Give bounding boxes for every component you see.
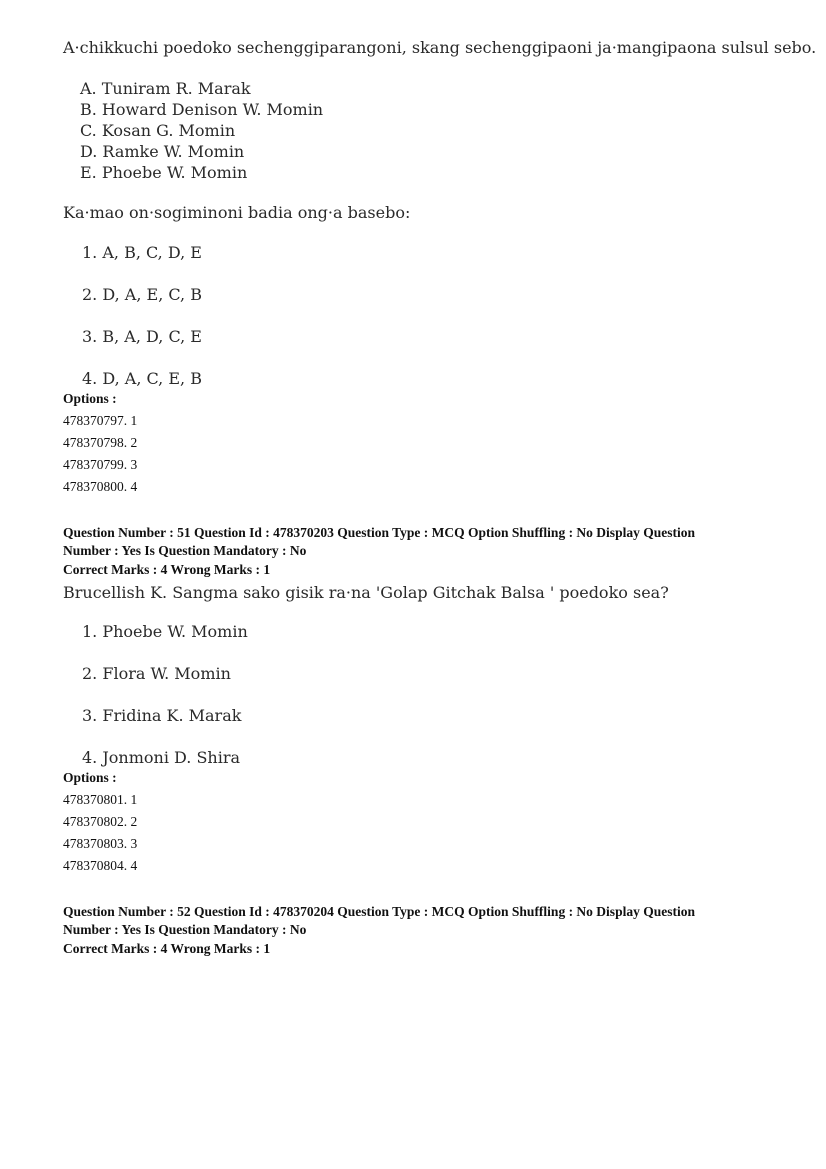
answer-choice: 2. D, A, E, C, B (82, 285, 202, 304)
option-id: 478370803. 3 (63, 836, 138, 851)
option-id: 478370797. 1 (63, 413, 138, 428)
answer-choice: 1. Phoebe W. Momin (82, 622, 248, 641)
question-marks: Correct Marks : 4 Wrong Marks : 1 (63, 562, 271, 577)
question-meta: Question Number : 51 Question Id : 478370203 Question Type : MCQ Option Shuffling : No Display Question (63, 525, 695, 540)
answer-choice: 3. B, A, D, C, E (82, 327, 202, 346)
answer-choice: 4. D, A, C, E, B (82, 369, 202, 388)
options-label: Options : (63, 391, 117, 406)
option-id: 478370802. 2 (63, 814, 138, 829)
question-marks: Correct Marks : 4 Wrong Marks : 1 (63, 941, 271, 956)
question-text: A·chikkuchi poedoko sechenggiparangoni, skang sechenggipaoni ja·mangipaona sulsul sebo. (63, 38, 817, 57)
question-prompt: Ka·mao on·sogiminoni badia ong·a basebo: (63, 203, 411, 222)
question-meta: Question Number : 52 Question Id : 478370204 Question Type : MCQ Option Shuffling : No Display Question (63, 904, 695, 919)
option-id: 478370801. 1 (63, 792, 138, 807)
list-item: B. Howard Denison W. Momin (80, 100, 324, 119)
option-id: 478370798. 2 (63, 435, 138, 450)
list-item: A. Tuniram R. Marak (80, 79, 251, 98)
answer-choice: 2. Flora W. Momin (82, 664, 231, 683)
question-meta: Number : Yes Is Question Mandatory : No (63, 922, 307, 937)
list-item: C. Kosan G. Momin (80, 121, 236, 140)
options-label: Options : (63, 770, 117, 785)
answer-choice: 1. A, B, C, D, E (82, 243, 202, 262)
option-id: 478370800. 4 (63, 479, 138, 494)
option-id: 478370804. 4 (63, 858, 138, 873)
option-id: 478370799. 3 (63, 457, 138, 472)
answer-choice: 3. Fridina K. Marak (82, 706, 242, 725)
list-item: D. Ramke W. Momin (80, 142, 245, 161)
question-meta: Number : Yes Is Question Mandatory : No (63, 543, 307, 558)
answer-choice: 4. Jonmoni D. Shira (82, 748, 241, 767)
list-item: E. Phoebe W. Momin (80, 163, 248, 182)
question-text: Brucellish K. Sangma sako gisik ra·na 'Golap Gitchak Balsa ' poedoko sea? (63, 583, 669, 602)
